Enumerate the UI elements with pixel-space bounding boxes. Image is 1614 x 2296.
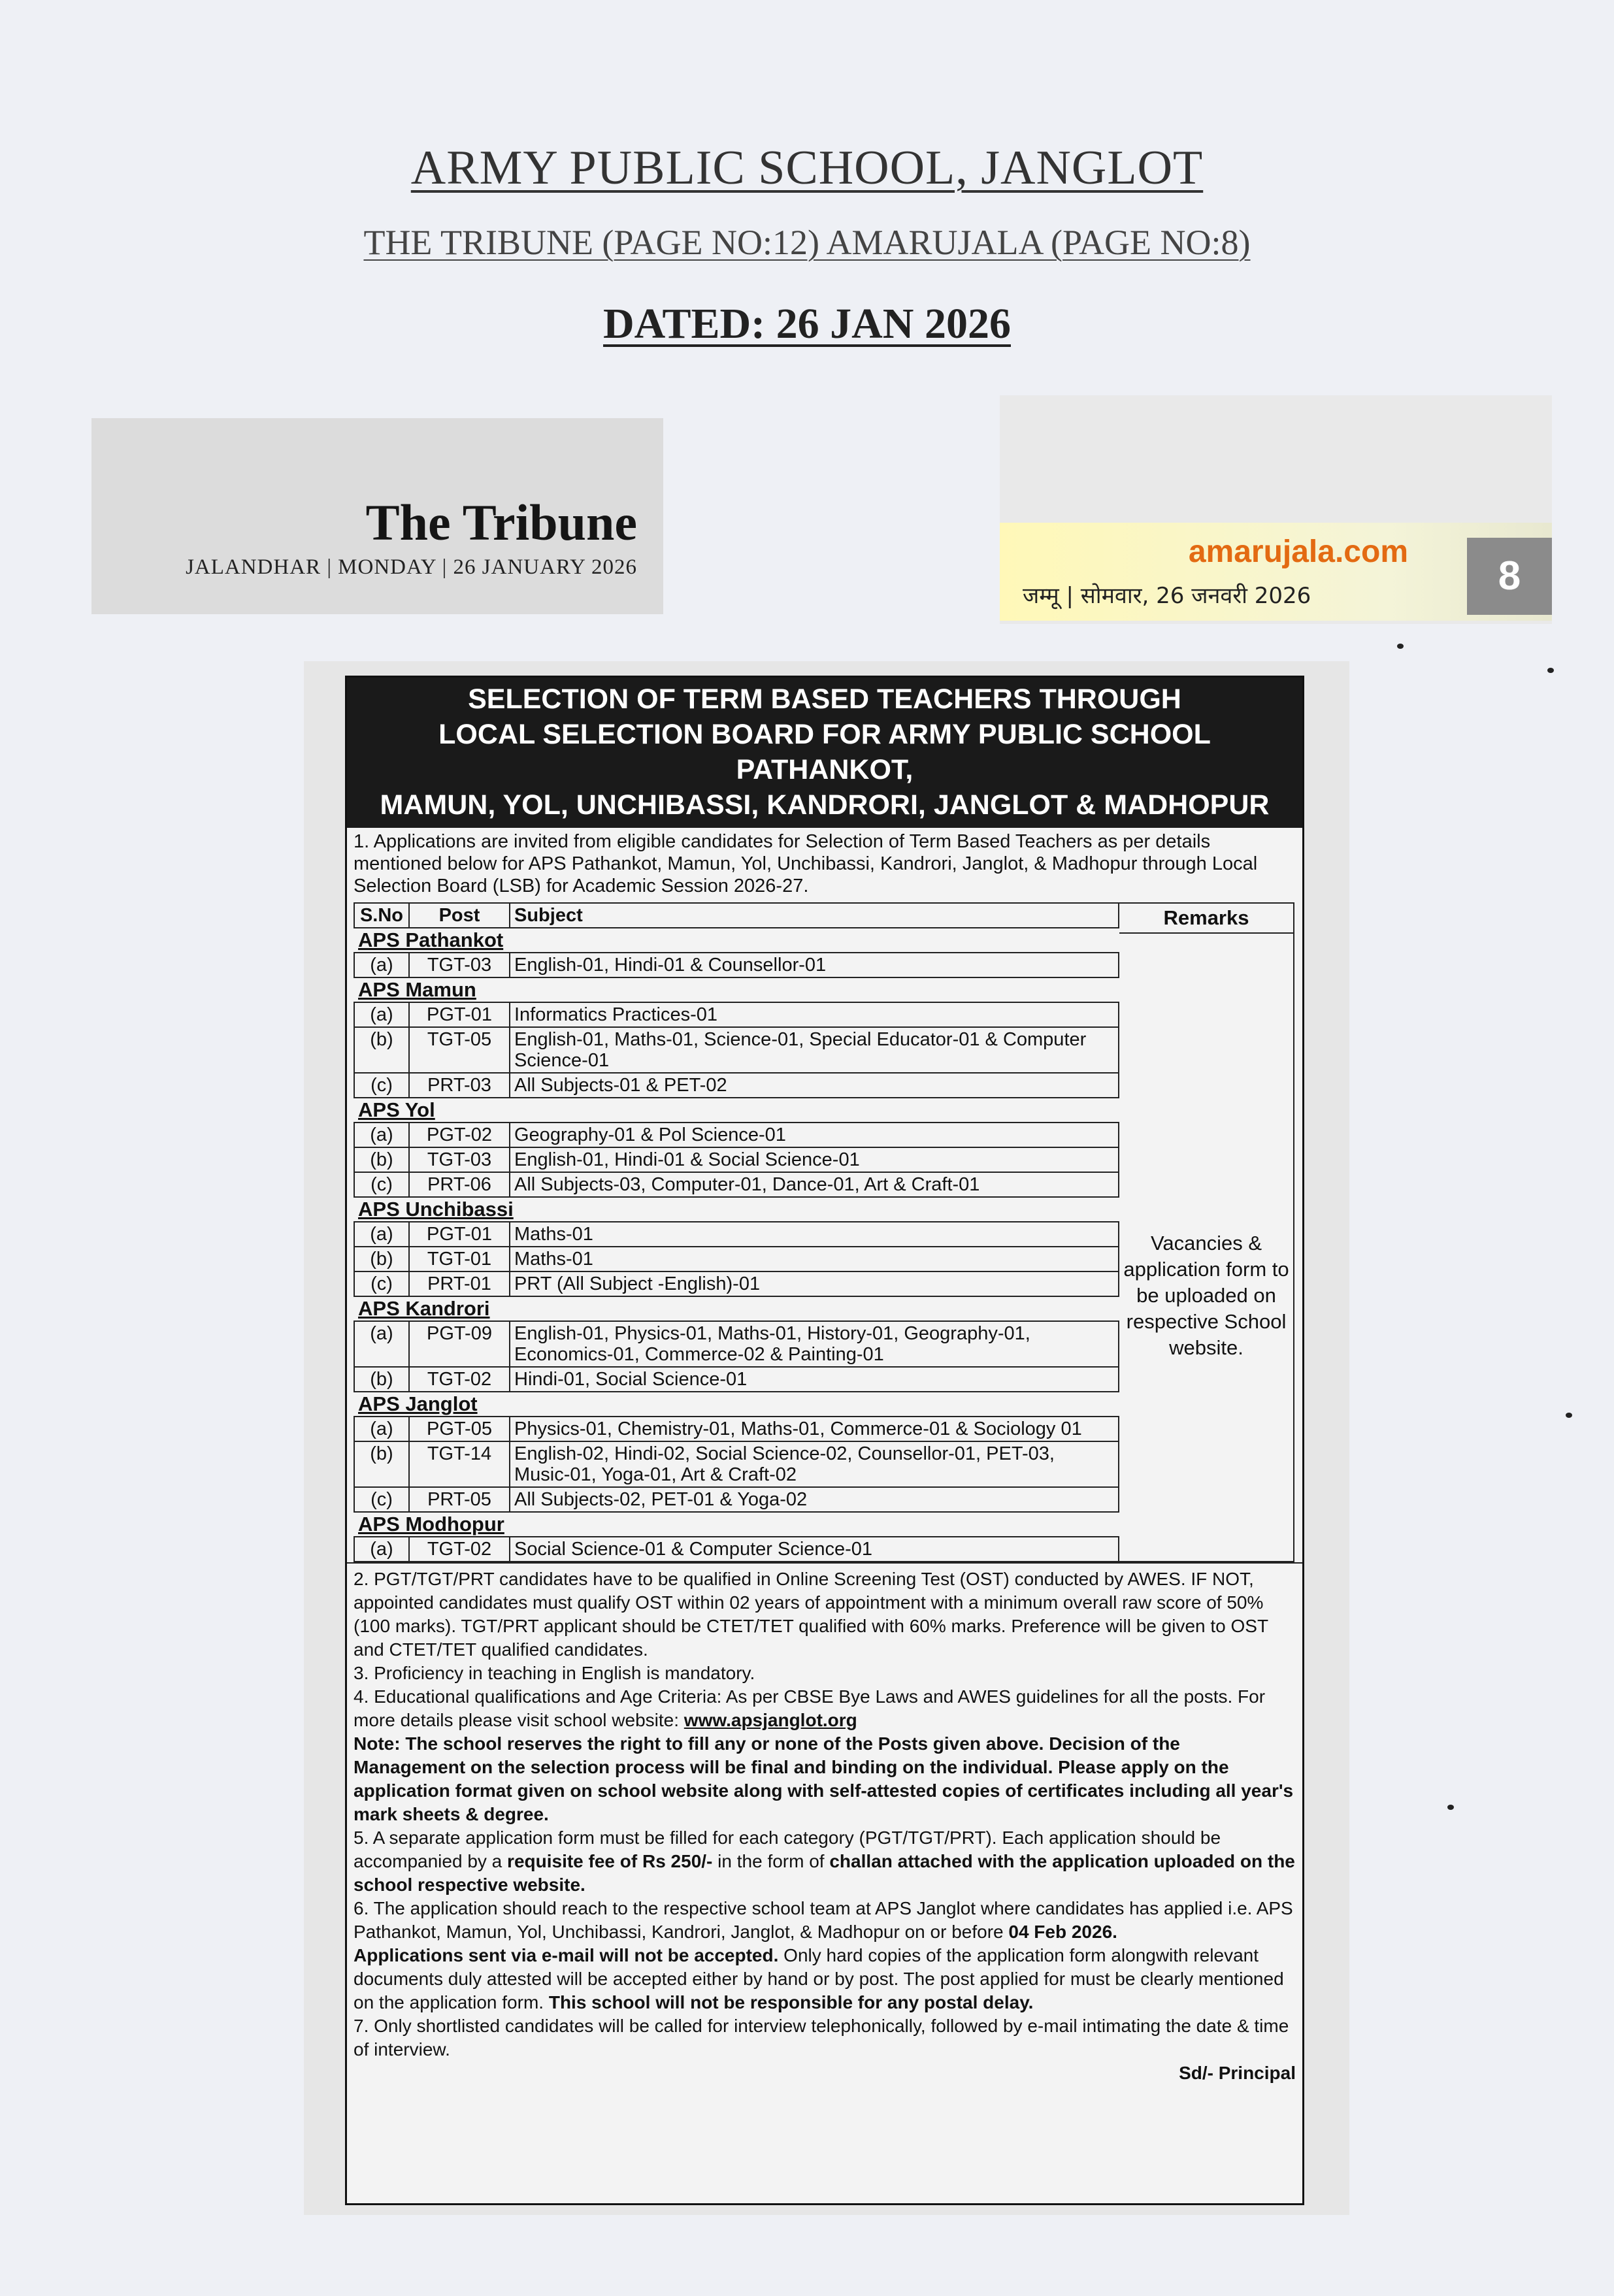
speck — [1566, 1413, 1572, 1418]
row-subject: Geography-01 & Pol Science-01 — [510, 1123, 1119, 1147]
row-sno: (c) — [354, 1271, 409, 1296]
row-post: TGT-14 — [409, 1441, 510, 1487]
management-note-text: Note: The school reserves the right to fill any or none of the Posts given above. Decision of the Management on the selection process will be final and binding on the individual. Please apply on the application format given on school website along with self-attested copies of certificates including all year's mark sheets & degree. — [354, 1733, 1294, 1824]
header-post: Post — [409, 903, 510, 928]
row-sno: (b) — [354, 1027, 409, 1073]
row-sno: (c) — [354, 1487, 409, 1512]
row-subject: English-01, Maths-01, Science-01, Special Educator-01 & Computer Science-01 — [510, 1027, 1119, 1073]
table-row — [354, 1247, 1119, 1271]
ad-body — [347, 828, 1302, 897]
section-name: APS Pathankot — [354, 928, 1119, 953]
row-subject: English-02, Hindi-02, Social Science-02, Counsellor-01, PET-03, Music-01, Yoga-01, Art & Craft-02 — [510, 1441, 1119, 1487]
row-sno: (b) — [354, 1247, 409, 1271]
management-note — [354, 1732, 1296, 1826]
row-subject: Social Science-01 & Computer Science-01 — [510, 1537, 1119, 1562]
banner-line-1: SELECTION OF TERM BASED TEACHERS THROUGH — [468, 683, 1181, 715]
section-row — [354, 1512, 1119, 1537]
section-name: APS Unchibassi — [354, 1197, 1119, 1222]
table-row — [354, 953, 1119, 977]
section-name: APS Mamun — [354, 977, 1119, 1002]
section-name: APS Modhopur — [354, 1512, 1119, 1537]
note-6-a: 6. The application should reach to the respective school team at APS Janglot where candidates has applied i.e. APS Pathankot, Mamun, Yol, Unchibassi, Kandrori, Janglot, & Madhopur on or before — [354, 1898, 1293, 1942]
note-2: 2. PGT/TGT/PRT candidates have to be qualified in Online Screening Test (OST) conducted by AWES. IF NOT, appointed candidates must qualify OST within 02 years of appointment with a minimum overall raw score of 50% (100 marks). TGT/PRT applicant should be CTET/TET qualified with 60% marks. Preference will be given to OST and CTET/TET qualified candidates. — [354, 1569, 1268, 1660]
amarujala-page-number: 8 — [1467, 538, 1552, 615]
table-row — [354, 1441, 1119, 1487]
header-sno: S.No — [354, 903, 409, 928]
note-5-a: 5. A separate application form must be filled for each category (PGT/TGT/PRT). Each application should be accompanied by a — [354, 1828, 1221, 1871]
remarks-column — [1119, 902, 1294, 1562]
table-row — [354, 1487, 1119, 1512]
table-row — [354, 1147, 1119, 1172]
banner-line-3: MAMUN, YOL, UNCHIBASSI, KANDRORI, JANGLOT & MADHOPUR — [380, 789, 1270, 821]
row-post: TGT-02 — [409, 1367, 510, 1392]
vacancy-table-wrap — [354, 902, 1302, 1562]
row-sno: (a) — [354, 1321, 409, 1367]
section-name: APS Janglot — [354, 1392, 1119, 1417]
row-sno: (a) — [354, 1222, 409, 1247]
row-post: PRT-03 — [409, 1073, 510, 1098]
row-sno: (b) — [354, 1367, 409, 1392]
section-row — [354, 1098, 1119, 1123]
banner-line-2: LOCAL SELECTION BOARD FOR ARMY PUBLIC SCHOOL PATHANKOT, — [438, 719, 1211, 785]
table-header-row — [354, 903, 1119, 928]
section-name: APS Kandrori — [354, 1296, 1119, 1321]
table-row — [354, 1222, 1119, 1247]
note-6 — [354, 1897, 1296, 2014]
row-post: TGT-01 — [409, 1247, 510, 1271]
section-row — [354, 1296, 1119, 1321]
note-5-c: in the form of — [712, 1851, 830, 1871]
row-sno: (c) — [354, 1073, 409, 1098]
speck — [1397, 644, 1404, 649]
table-row — [354, 1002, 1119, 1027]
section-name: APS Yol — [354, 1098, 1119, 1123]
row-post: PGT-01 — [409, 1002, 510, 1027]
row-subject: English-01, Hindi-01 & Social Science-01 — [510, 1147, 1119, 1172]
note-5-d: challan attached with the application uploaded on the school respective website. — [354, 1851, 1295, 1895]
row-subject: Physics-01, Chemistry-01, Maths-01, Commerce-01 & Sociology 01 — [510, 1417, 1119, 1441]
table-row — [354, 1367, 1119, 1392]
row-sno: (a) — [354, 1123, 409, 1147]
advertisement-clipping — [304, 661, 1349, 2215]
row-post: TGT-05 — [409, 1027, 510, 1073]
row-subject: PRT (All Subject -English)-01 — [510, 1271, 1119, 1296]
table-row — [354, 1417, 1119, 1441]
row-subject: All Subjects-01 & PET-02 — [510, 1073, 1119, 1098]
tribune-masthead: The Tribune — [365, 494, 637, 551]
section-row — [354, 1392, 1119, 1417]
tribune-clipping — [91, 418, 663, 614]
row-subject: English-01, Hindi-01 & Counsellor-01 — [510, 953, 1119, 977]
row-subject: All Subjects-02, PET-01 & Yoga-02 — [510, 1487, 1119, 1512]
tribune-dateline: JALANDHAR | MONDAY | 26 JANUARY 2026 — [186, 555, 637, 579]
row-sno: (a) — [354, 1002, 409, 1027]
note-5 — [354, 1826, 1296, 1897]
signature: Sd/- Principal — [1179, 2063, 1296, 2083]
row-subject: All Subjects-03, Computer-01, Dance-01, Art & Craft-01 — [510, 1172, 1119, 1197]
table-row — [354, 1027, 1119, 1073]
school-website-link[interactable]: www.apsjanglot.org — [683, 1710, 857, 1730]
row-subject: Informatics Practices-01 — [510, 1002, 1119, 1027]
row-post: PRT-01 — [409, 1271, 510, 1296]
note-6-b: 04 Feb 2026. — [1008, 1922, 1117, 1942]
row-subject: Maths-01 — [510, 1247, 1119, 1271]
row-sno: (b) — [354, 1147, 409, 1172]
speck — [1447, 1805, 1454, 1810]
row-sno: (a) — [354, 953, 409, 977]
page-title: ARMY PUBLIC SCHOOL, JANGLOT — [410, 141, 1204, 195]
row-post: PGT-02 — [409, 1123, 510, 1147]
newspaper-references: THE TRIBUNE (PAGE NO:12) AMARUJALA (PAGE NO:8) — [363, 223, 1251, 262]
note-6-e: This school will not be responsible for any postal delay. — [548, 1992, 1034, 2012]
amarujala-dateline: जम्मू | सोमवार, 26 जनवरी 2026 — [1023, 583, 1311, 609]
row-post: PGT-05 — [409, 1417, 510, 1441]
note-7: 7. Only shortlisted candidates will be called for interview telephonically, followed by e-mail intimating the date & time of interview. — [354, 2016, 1289, 2059]
row-post: PRT-05 — [409, 1487, 510, 1512]
table-row — [354, 1123, 1119, 1147]
note-5-b: requisite fee of Rs 250/- — [507, 1851, 713, 1871]
row-sno: (c) — [354, 1172, 409, 1197]
row-subject: Maths-01 — [510, 1222, 1119, 1247]
table-row — [354, 1537, 1119, 1562]
table-row — [354, 1321, 1119, 1367]
ad-banner — [347, 678, 1302, 828]
vacancy-table — [354, 902, 1119, 1562]
intro-paragraph: 1. Applications are invited from eligible candidates for Selection of Term Based Teachers as per details mentioned below for APS Pathankot, Mamun, Yol, Unchibassi, Kandrori, Janglot, & Madhopur through Local Selection Board (LSB) for Academic Session 2026-27. — [354, 831, 1258, 896]
row-post: TGT-03 — [409, 953, 510, 977]
header-subject: Subject — [510, 903, 1119, 928]
section-row — [354, 977, 1119, 1002]
row-post: PGT-09 — [409, 1321, 510, 1367]
note-6-c: Applications sent via e-mail will not be accepted. — [354, 1945, 779, 1965]
row-sno: (a) — [354, 1537, 409, 1562]
note-3: 3. Proficiency in teaching in English is mandatory. — [354, 1663, 755, 1683]
amarujala-clipping — [1000, 395, 1552, 624]
table-row — [354, 1172, 1119, 1197]
header-remarks: Remarks — [1119, 904, 1293, 934]
dated-line: DATED: 26 JAN 2026 — [603, 300, 1011, 348]
note-4 — [354, 1685, 1296, 1732]
speck — [1547, 668, 1554, 673]
row-sno: (a) — [354, 1417, 409, 1441]
section-row — [354, 1197, 1119, 1222]
table-row — [354, 1073, 1119, 1098]
amarujala-logo: amarujala.com — [1188, 534, 1408, 569]
notes-section — [347, 1562, 1302, 2085]
advertisement — [345, 676, 1304, 2205]
note-6-d: Only hard copies of the application form alongwith relevant documents duly attested will be accepted either by hand or by post. The post applied for must be clearly mentioned on the application form. — [354, 1945, 1284, 2012]
row-subject: English-01, Physics-01, Maths-01, History-01, Geography-01, Economics-01, Commerce-02 & Painting-01 — [510, 1321, 1119, 1367]
row-post: PRT-06 — [409, 1172, 510, 1197]
row-post: PGT-01 — [409, 1222, 510, 1247]
section-row — [354, 928, 1119, 953]
remarks-text: Vacancies & application form to be uploaded on respective School website. — [1123, 1232, 1289, 1359]
row-sno: (b) — [354, 1441, 409, 1487]
row-post: TGT-03 — [409, 1147, 510, 1172]
note-4-text: 4. Educational qualifications and Age Criteria: As per CBSE Bye Laws and AWES guidelines for all the posts. For more details please visit school website: — [354, 1686, 1266, 1730]
row-post: TGT-02 — [409, 1537, 510, 1562]
table-row — [354, 1271, 1119, 1296]
row-subject: Hindi-01, Social Science-01 — [510, 1367, 1119, 1392]
